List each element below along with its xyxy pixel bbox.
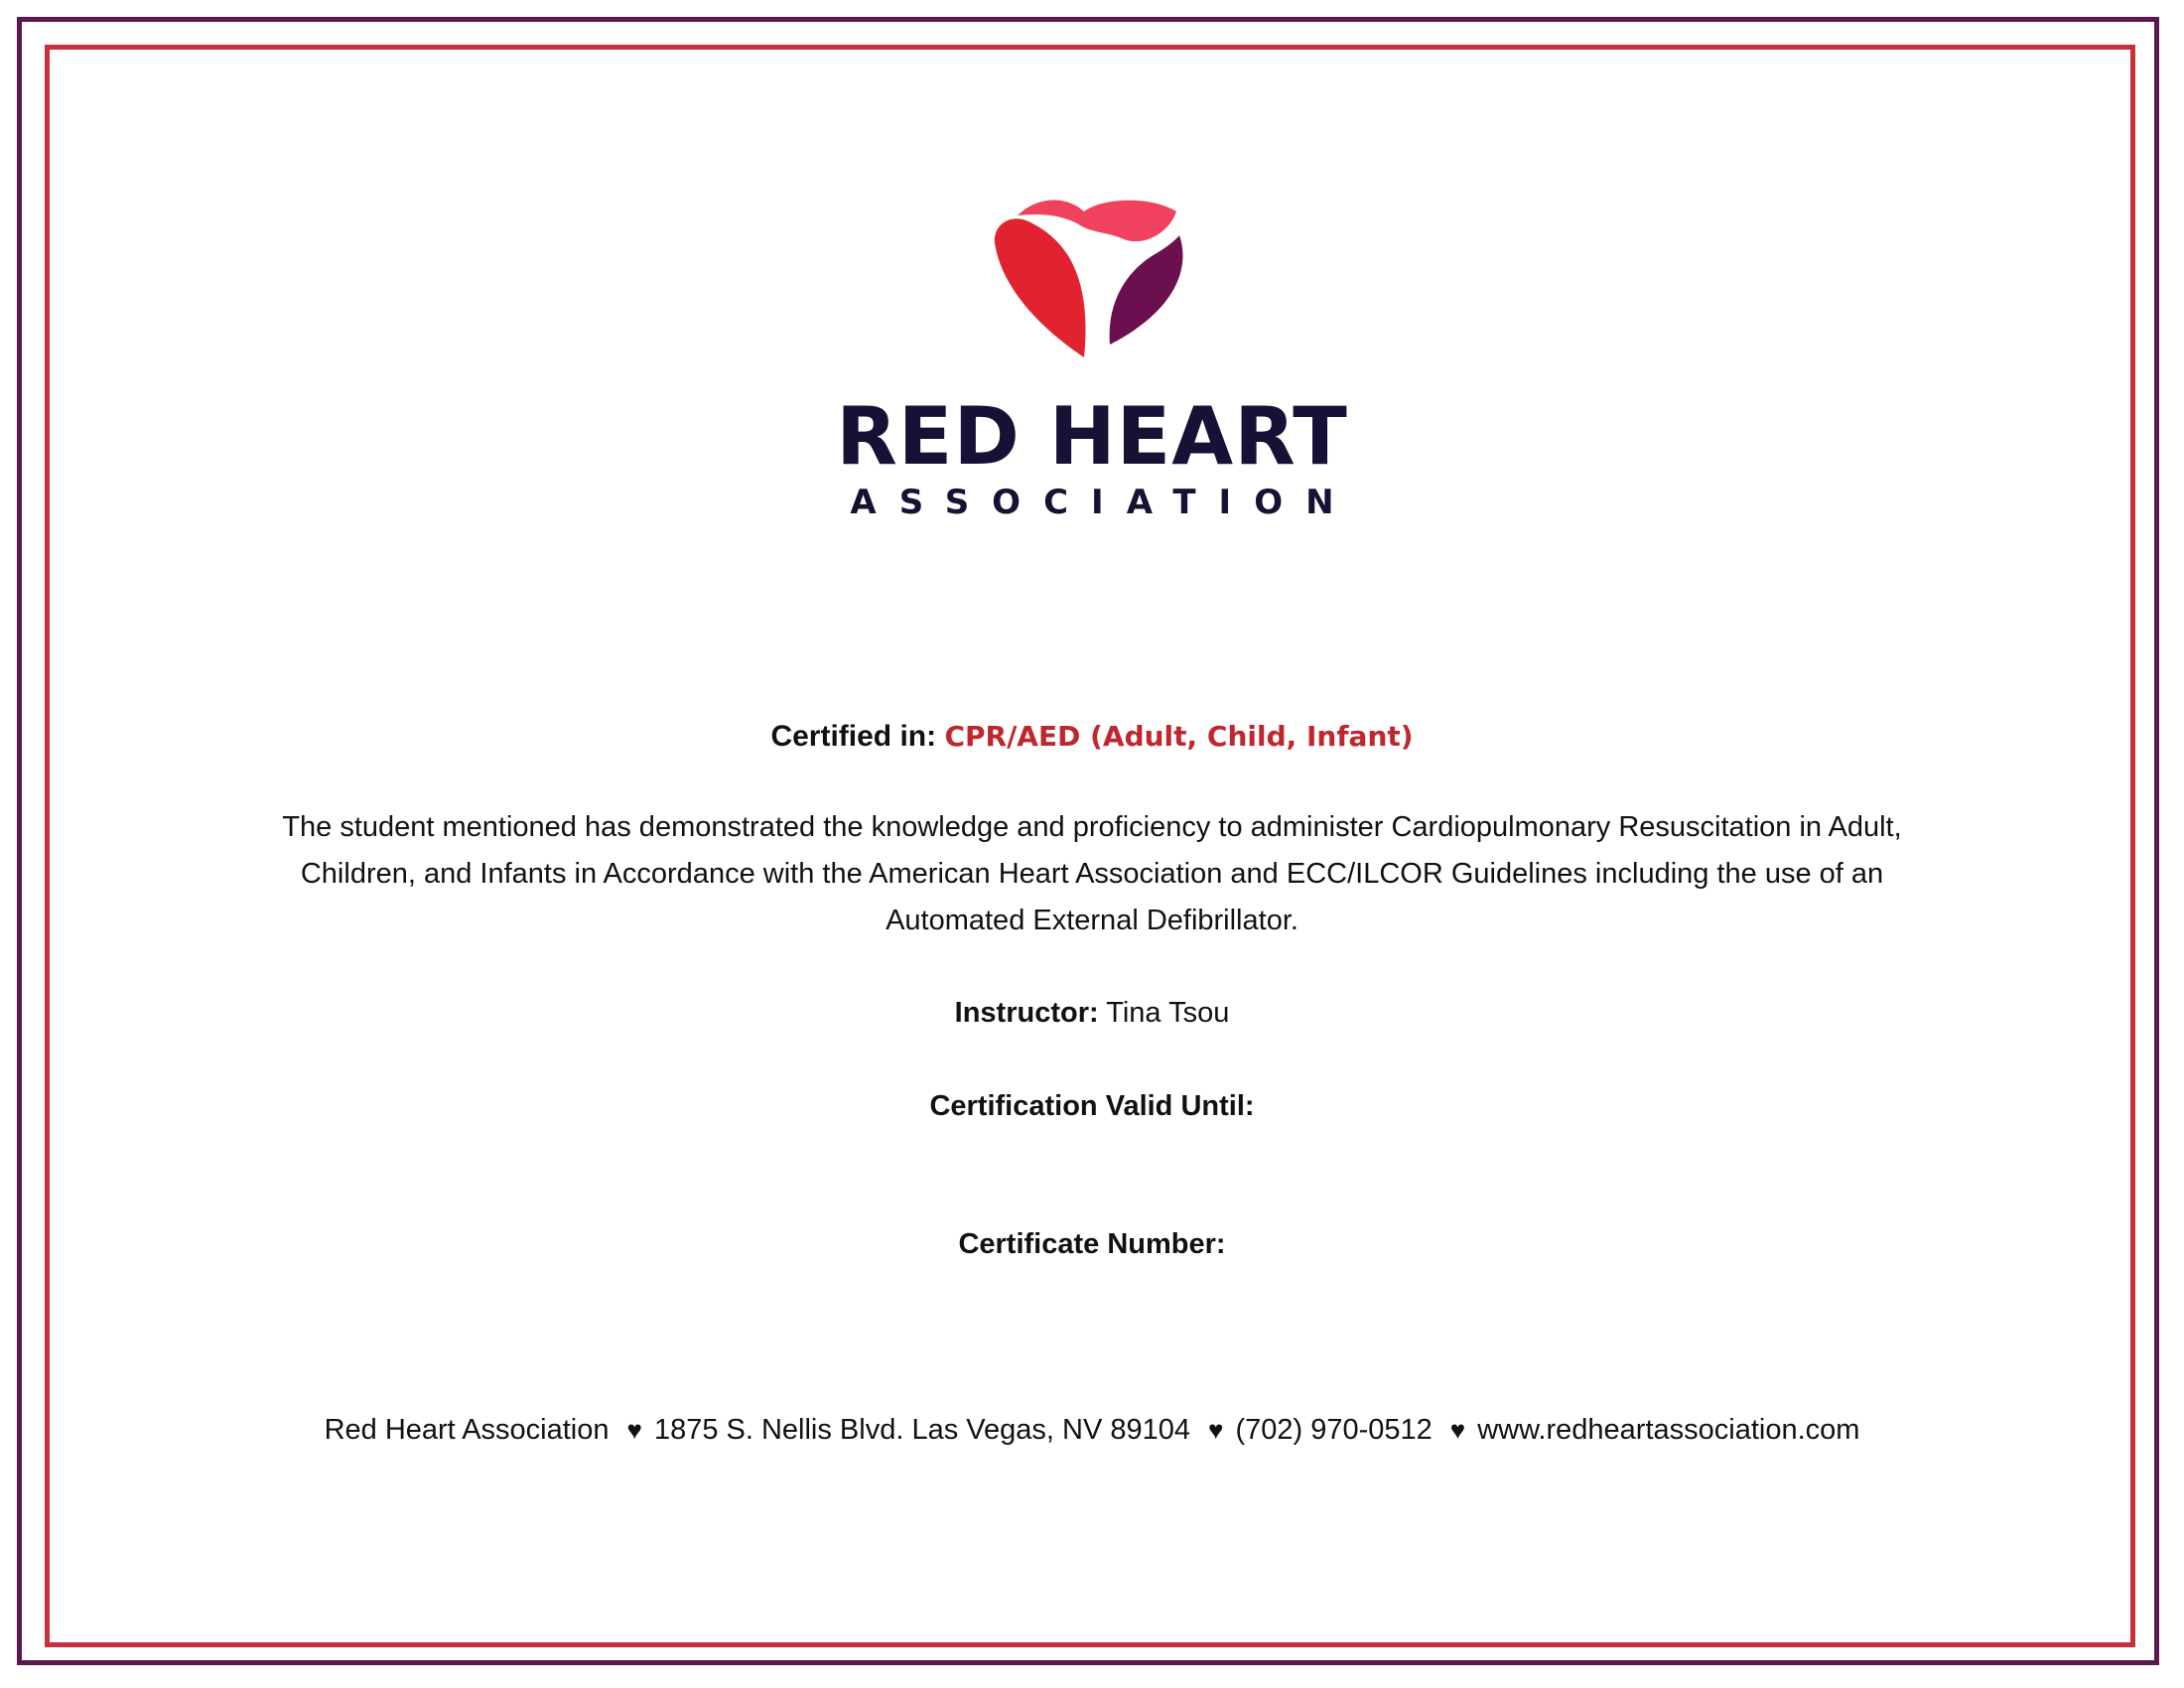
- certified-in-label: Certified in:: [770, 720, 937, 753]
- valid-until-line: [199, 1086, 1985, 1126]
- instructor-name: Tina Tsou: [1106, 997, 1230, 1029]
- heart-separator-icon: ♥: [626, 1415, 642, 1445]
- certificate-number-label: Certificate Number:: [958, 1228, 1226, 1260]
- instructor-label: Instructor:: [954, 997, 1099, 1029]
- valid-until-label: Certification Valid Until:: [929, 1090, 1255, 1122]
- footer-organization: Red Heart Association: [324, 1414, 610, 1446]
- logo-title: RED HEART: [836, 390, 1348, 483]
- logo-subtitle: ASSOCIATION: [850, 483, 1357, 522]
- heart-separator-icon: ♥: [1449, 1415, 1466, 1445]
- footer-phone: (702) 970-0512: [1235, 1414, 1433, 1446]
- footer-address: 1875 S. Nellis Blvd. Las Vegas, NV 89104: [653, 1414, 1190, 1446]
- footer-contact: [149, 1410, 2035, 1450]
- certified-in-line: [199, 717, 1985, 757]
- heart-separator-icon: ♥: [1208, 1415, 1224, 1445]
- certificate-description: [199, 804, 1985, 944]
- logo-wordmark: [695, 392, 1489, 523]
- description-line-1: The student mentioned has demonstrated the knowledge and proficiency to administer Cardiopulmonary Resuscitation in Adult,: [282, 811, 1902, 843]
- heart-logo-right-petal: [1110, 235, 1183, 345]
- heart-logo-left-petal: [995, 218, 1086, 357]
- certificate-number-line: [199, 1224, 1985, 1264]
- certified-in-value: CPR/AED (Adult, Child, Infant): [944, 720, 1414, 753]
- instructor-line: [199, 993, 1985, 1033]
- heart-logo-icon: [993, 194, 1191, 367]
- description-line-3: Automated External Defibrillator.: [886, 905, 1298, 936]
- footer-website: www.redheartassociation.com: [1477, 1414, 1860, 1446]
- description-line-2: Children, and Infants in Accordance with the American Heart Association and ECC/ILCOR Guidelines including the use of an: [300, 858, 1884, 890]
